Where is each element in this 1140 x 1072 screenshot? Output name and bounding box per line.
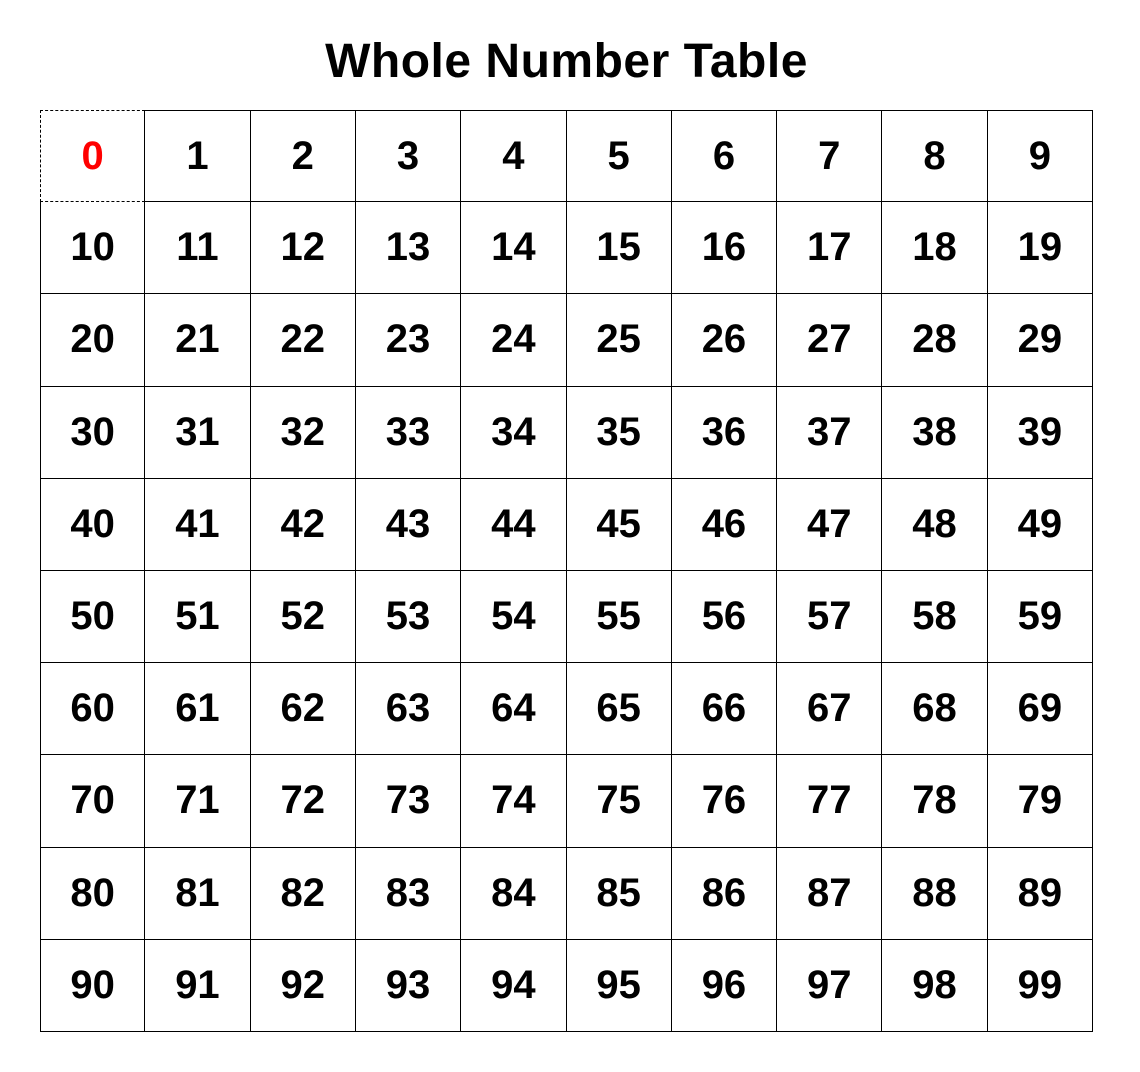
number-cell: 31 [145, 387, 250, 479]
number-cell: 33 [356, 387, 461, 479]
number-cell: 94 [461, 940, 566, 1032]
number-cell: 73 [356, 755, 461, 847]
number-cell: 90 [40, 940, 145, 1032]
number-cell: 95 [567, 940, 672, 1032]
number-cell: 69 [988, 663, 1093, 755]
number-cell: 56 [672, 571, 777, 663]
number-cell: 37 [777, 387, 882, 479]
number-cell: 13 [356, 202, 461, 294]
number-cell: 66 [672, 663, 777, 755]
number-cell: 98 [882, 940, 987, 1032]
number-cell: 79 [988, 755, 1093, 847]
number-cell: 89 [988, 848, 1093, 940]
number-cell: 25 [567, 294, 672, 386]
number-cell: 71 [145, 755, 250, 847]
number-cell: 6 [672, 110, 777, 202]
number-cell: 65 [567, 663, 672, 755]
number-cell: 2 [251, 110, 356, 202]
number-cell: 9 [988, 110, 1093, 202]
number-cell: 12 [251, 202, 356, 294]
number-cell: 92 [251, 940, 356, 1032]
number-cell: 7 [777, 110, 882, 202]
number-cell: 16 [672, 202, 777, 294]
number-cell: 52 [251, 571, 356, 663]
number-cell: 84 [461, 848, 566, 940]
number-cell: 72 [251, 755, 356, 847]
page-title: Whole Number Table [325, 35, 808, 88]
number-cell: 97 [777, 940, 882, 1032]
number-cell: 39 [988, 387, 1093, 479]
number-cell: 81 [145, 848, 250, 940]
number-cell: 70 [40, 755, 145, 847]
number-cell: 54 [461, 571, 566, 663]
number-cell: 51 [145, 571, 250, 663]
number-cell: 29 [988, 294, 1093, 386]
number-cell: 4 [461, 110, 566, 202]
number-cell: 10 [40, 202, 145, 294]
number-cell: 80 [40, 848, 145, 940]
number-cell: 55 [567, 571, 672, 663]
number-cell: 49 [988, 479, 1093, 571]
number-cell: 27 [777, 294, 882, 386]
number-cell: 48 [882, 479, 987, 571]
number-cell: 76 [672, 755, 777, 847]
number-cell: 78 [882, 755, 987, 847]
number-cell: 58 [882, 571, 987, 663]
number-cell: 86 [672, 848, 777, 940]
number-cell: 47 [777, 479, 882, 571]
number-cell: 26 [672, 294, 777, 386]
number-cell: 21 [145, 294, 250, 386]
number-cell: 1 [145, 110, 250, 202]
number-cell: 63 [356, 663, 461, 755]
number-cell: 59 [988, 571, 1093, 663]
number-cell: 35 [567, 387, 672, 479]
number-cell: 23 [356, 294, 461, 386]
number-cell: 75 [567, 755, 672, 847]
number-cell: 22 [251, 294, 356, 386]
number-cell: 64 [461, 663, 566, 755]
whole-number-table [40, 110, 1093, 1032]
number-cell: 43 [356, 479, 461, 571]
number-cell: 83 [356, 848, 461, 940]
number-cell: 57 [777, 571, 882, 663]
number-cell: 67 [777, 663, 882, 755]
number-cell: 99 [988, 940, 1093, 1032]
number-cell: 93 [356, 940, 461, 1032]
number-cell: 44 [461, 479, 566, 571]
number-cell: 45 [567, 479, 672, 571]
number-cell: 28 [882, 294, 987, 386]
number-cell: 40 [40, 479, 145, 571]
number-cell: 96 [672, 940, 777, 1032]
number-cell: 77 [777, 755, 882, 847]
number-cell: 46 [672, 479, 777, 571]
number-cell: 74 [461, 755, 566, 847]
number-cell: 34 [461, 387, 566, 479]
number-cell: 50 [40, 571, 145, 663]
number-cell: 42 [251, 479, 356, 571]
number-cell: 38 [882, 387, 987, 479]
number-cell: 91 [145, 940, 250, 1032]
number-cell: 61 [145, 663, 250, 755]
number-cell: 15 [567, 202, 672, 294]
number-cell: 62 [251, 663, 356, 755]
number-cell: 41 [145, 479, 250, 571]
number-cell: 8 [882, 110, 987, 202]
number-cell: 88 [882, 848, 987, 940]
highlighted-number-cell: 0 [40, 110, 145, 202]
number-cell: 68 [882, 663, 987, 755]
number-cell: 32 [251, 387, 356, 479]
number-cell: 24 [461, 294, 566, 386]
number-cell: 18 [882, 202, 987, 294]
number-cell: 82 [251, 848, 356, 940]
number-cell: 60 [40, 663, 145, 755]
number-cell: 14 [461, 202, 566, 294]
number-cell: 87 [777, 848, 882, 940]
number-cell: 17 [777, 202, 882, 294]
number-cell: 3 [356, 110, 461, 202]
number-cell: 11 [145, 202, 250, 294]
number-cell: 53 [356, 571, 461, 663]
number-cell: 36 [672, 387, 777, 479]
number-cell: 85 [567, 848, 672, 940]
number-cell: 19 [988, 202, 1093, 294]
number-cell: 20 [40, 294, 145, 386]
number-cell: 30 [40, 387, 145, 479]
number-cell: 5 [567, 110, 672, 202]
